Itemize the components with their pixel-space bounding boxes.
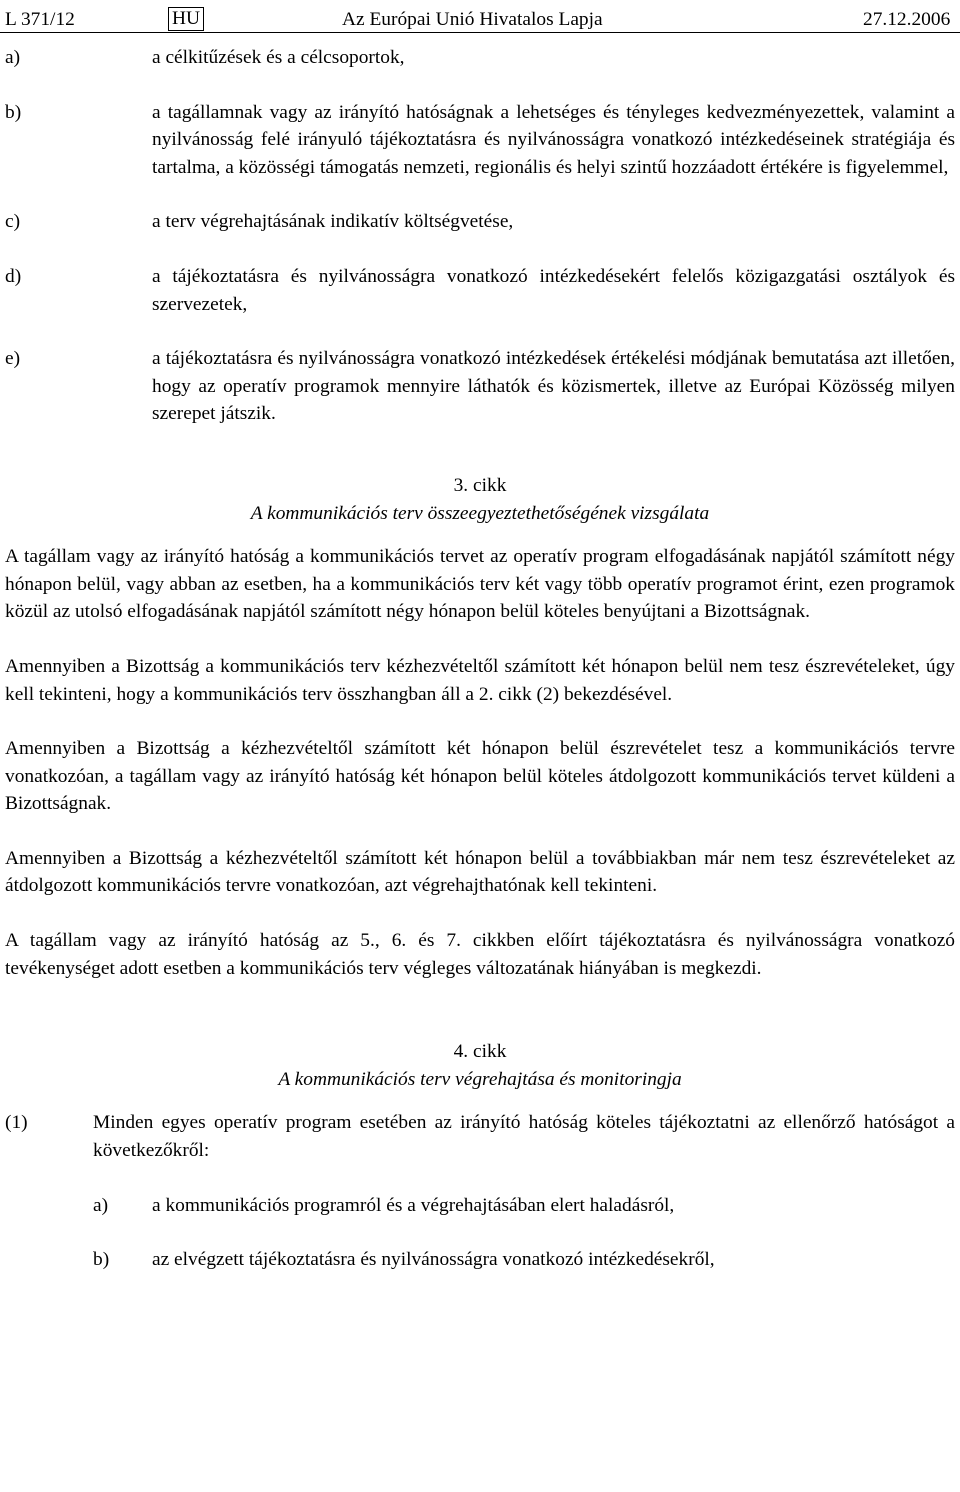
sub-list-item [93, 1246, 955, 1274]
article-3-heading [5, 472, 955, 527]
language-badge: HU [168, 7, 204, 31]
point-label: (1) [5, 1112, 28, 1134]
paragraph: A tagállam vagy az irányító hatóság a kommunikációs tervet az operatív program elfogadásának napjától számított négy hónapon belül, vagy abban az esetben, ha a kommunikációs terv két vagy több operatív programot érint, ezen programok közül az utolsó elfogadásának napjától számított négy hónapon belül köteles benyújtani a Bizottságnak. [5, 546, 955, 623]
paragraph: Amennyiben a Bizottság a kézhezvételtől számított két hónapon belül észrevételet tesz a kommunikációs tervre vonatkozóan, a tagállam vagy az irányító hatóság két hónapon belül köteles átdolgozott kommunikációs tervet küldeni a Bizottságnak. [5, 738, 955, 815]
article-title: A kommunikációs terv összeegyeztethetőségének vizsgálata [250, 502, 710, 524]
list-item-label: a) [5, 47, 21, 68]
list-item-text: a tájékoztatásra és nyilvánosságra vonatkozó intézkedésekért felelős közigazgatási osztályok és szervezetek, [152, 265, 955, 315]
list-item [5, 208, 955, 236]
list-item-text: a tagállamnak vagy az irányító hatóságnak a lehetséges és tényleges kedvezményezettek, valamint a nyilvánosság felé irányuló tájékoztatásra és nyilvánosságra vonatkozó intézkedéseinek stratégiája és tartalma, a közösségi támogatás nemzeti, regionális és helyi szintű hozzáadott értékére is figyelemmel, [152, 101, 955, 178]
list-item-label: b) [5, 101, 22, 123]
page-number: L 371/12 [5, 9, 75, 30]
list-item [5, 99, 955, 182]
paragraph: Amennyiben a Bizottság a kommunikációs terv kézhezvételtől számított két hónapon belül nem tesz észrevételeket, úgy kell tekinteni, hogy a kommunikációs terv összhangban áll a 2. cikk (2) bekezdésével. [5, 655, 955, 705]
paragraph: Amennyiben a Bizottság a kézhezvételtől számított két hónapon belül a továbbiakban már nem tesz észrevételeket az átdolgozott kommunikációs tervre vonatkozóan, azt végrehajthatónak kell tekinteni. [5, 847, 955, 897]
sub-list-item [93, 1192, 955, 1220]
page-header [0, 3, 960, 33]
list-item-label: e) [5, 348, 21, 370]
list-item-text: a terv végrehajtásának indikatív költségvetése, [152, 211, 514, 233]
sub-item-label: a) [93, 1194, 109, 1216]
article-title: A kommunikációs terv végrehajtása és monitoringja [278, 1068, 682, 1090]
article-number: 3. cikk [453, 474, 507, 496]
header-rule [0, 32, 960, 33]
journal-title: Az Európai Unió Hivatalos Lapja [342, 9, 603, 30]
list-item-text: a tájékoztatásra és nyilvánosságra vonatkozó intézkedések értékelési módjának bemutatása azt illetően, hogy az operatív programok mennyire láthatók és közismertek, illetve az Európai Közösség milyen szerepet játszik. [152, 348, 955, 425]
sub-item-text: a kommunikációs programról és a végrehajtásában elert haladásról, [152, 1194, 675, 1216]
sub-item-label: b) [93, 1249, 110, 1271]
point-text: Minden egyes operatív program esetében az irányító hatóság köteles tájékoztatni az ellenőrző hatóságot a következőkről: [93, 1112, 955, 1162]
list-item-label: d) [5, 265, 22, 287]
article-4-heading [5, 1038, 955, 1093]
document-body [5, 44, 955, 1274]
list-item-text: a célkitűzések és a célcsoportok, [152, 47, 405, 68]
issue-date: 27.12.2006 [863, 9, 951, 30]
list-item-label: c) [5, 211, 21, 233]
list-item [5, 263, 955, 318]
paragraph: A tagállam vagy az irányító hatóság az 5., 6. és 7. cikkben előírt tájékoztatásra és nyilvánosságra vonatkozó tevékenységet adott esetben a kommunikációs terv végleges változatának hiányában is megkezdi. [5, 930, 955, 979]
list-item [5, 44, 955, 72]
article-number: 4. cikk [453, 1041, 507, 1063]
list-item [5, 345, 955, 428]
numbered-point [5, 1109, 955, 1164]
sub-item-text: az elvégzett tájékoztatásra és nyilvánosságra vonatkozó intézkedésekről, [152, 1249, 715, 1271]
